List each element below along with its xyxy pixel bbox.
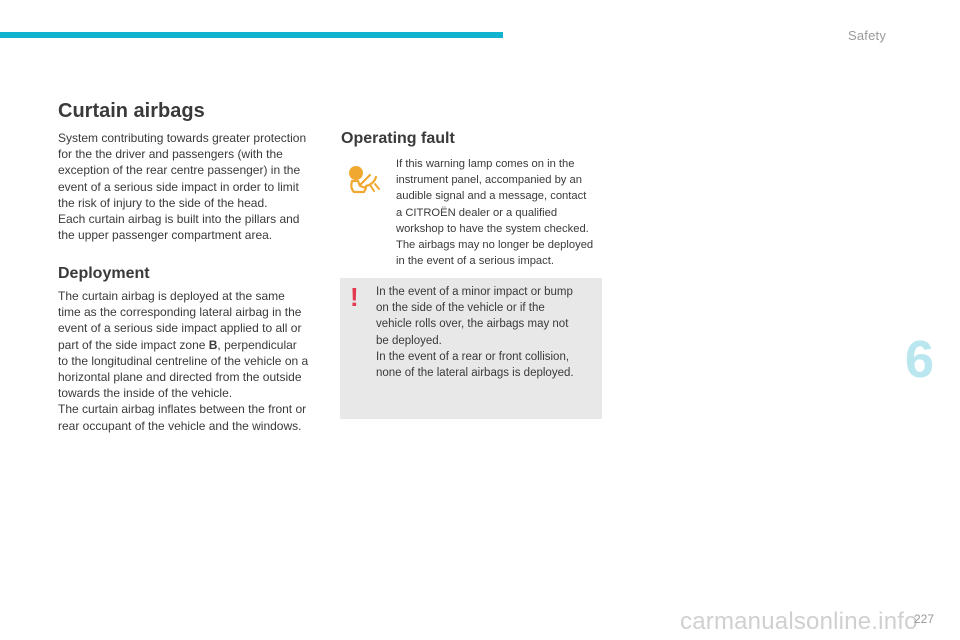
text-line: event of a serious side impact applied to all or [58,321,302,336]
zone-letter: B [208,337,218,352]
text-line: rear occupant of the vehicle and the windows. [58,418,302,433]
exclamation-icon: ! [350,282,359,312]
text-line: instrument panel, accompanied by an [396,174,582,187]
chapter-number: 6 [905,331,934,389]
text-line: exception of the rear centre passenger) in the [58,163,301,178]
curtain-airbags-description [58,130,320,243]
text-line: the risk of injury to the side of the head. [58,195,268,210]
header-accent-bar [0,32,503,38]
text-line: the upper passenger compartment area. [58,228,273,243]
text-line: If this warning lamp comes on in the [396,158,575,170]
text-line: to the longitudinal centreline of the vehicle on a [58,353,309,368]
text-line [58,337,320,353]
text-line: System contributing towards greater protection [58,131,307,145]
zone-line-prefix: part of the side impact zone [58,337,209,352]
text-line: The curtain airbag inflates between the front or [58,402,307,417]
text-line: horizontal plane and directed from the outside [58,370,302,385]
text-line: In the event of a rear or front collision, [376,350,570,363]
text-line: none of the lateral airbags is deployed. [376,367,574,380]
text-line: be deployed. [376,334,442,347]
page-title: Curtain airbags [58,100,205,122]
operating-fault-heading: Operating fault [341,130,455,147]
text-line: towards the inside of the vehicle. [58,386,233,401]
section-label: Safety [848,28,887,43]
deployment-heading: Deployment [58,265,150,282]
text-line: The curtain airbag is deployed at the same [58,289,285,303]
text-line: In the event of a minor impact or bump [376,286,573,298]
text-line: workshop to have the system checked. [396,222,589,235]
text-line: for the the driver and passengers (with the [58,147,283,162]
page-number: 227 [914,612,935,626]
airbag-warning-lamp-icon [346,162,382,198]
zone-line-suffix: , perpendicular [217,337,297,352]
text-line: on the side of the vehicle or if the [376,302,545,315]
text-line: Each curtain airbag is built into the pillars and [58,212,300,227]
text-line: event of a serious side impact in order to limit [58,179,299,194]
watermark: carmanualsonline.info [680,608,918,635]
text-line: vehicle rolls over, the airbags may not [376,318,569,331]
notice-text [376,284,596,381]
text-line: time as the corresponding lateral airbag in the [58,305,302,320]
text-line: The airbags may no longer be deployed [396,239,594,252]
text-line: in the event of a serious impact. [396,255,554,268]
operating-fault-description [396,156,606,269]
text-line: audible signal and a message, contact [396,190,587,203]
text-line: a CITROËN dealer or a qualified [396,206,558,219]
deployment-description [58,288,320,434]
